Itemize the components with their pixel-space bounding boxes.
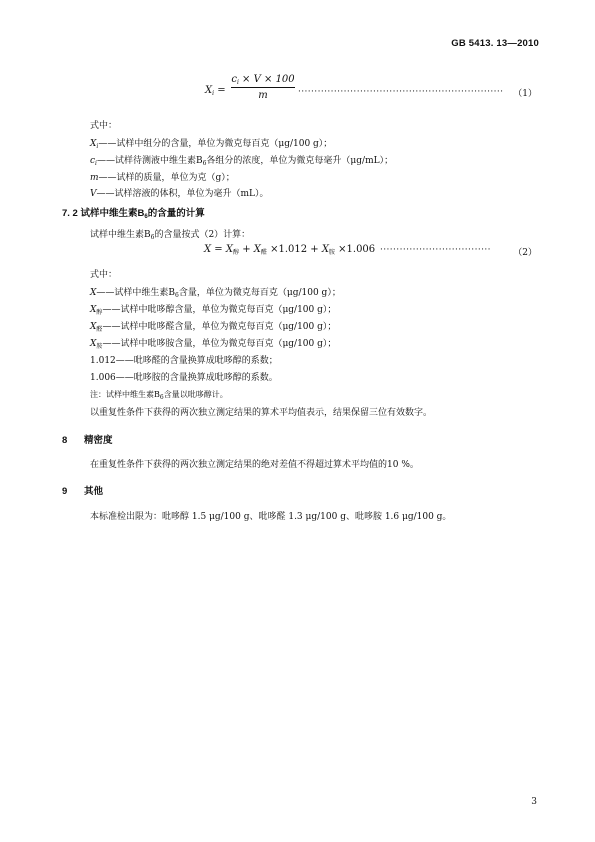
- section-7-2-intro-rest: 的含量按式（2）计算：: [154, 230, 251, 240]
- where-item-ci: [90, 153, 393, 167]
- formula-2: [204, 244, 375, 256]
- where-item-1012-text: ——吡哆醛的含量换算成吡哆醇的系数；: [115, 356, 278, 366]
- where-item-xi-text: ——试样中组分的含量，单位为微克每百克（μg/100 g）；: [98, 139, 333, 149]
- formula-2-term-2: X: [253, 244, 261, 255]
- section-7-2-heading-text: 7. 2 试样中维生素B: [62, 208, 145, 219]
- where-item-x-alcohol-symbol: X: [90, 305, 97, 315]
- formula-2-term-3: X: [321, 244, 329, 255]
- where-item-v: [90, 186, 269, 199]
- section-8-number: 8: [62, 435, 68, 446]
- where-item-ci-symbol: c: [90, 156, 96, 166]
- note: [90, 389, 228, 401]
- where-item-1012: [90, 353, 278, 366]
- standard-code: GB 5413. 13—2010: [451, 38, 539, 49]
- formula-2-plus: +: [239, 244, 254, 255]
- formula-1-numerator-symbol: c: [231, 74, 237, 85]
- where-item-m-text: ——试样的质量，单位为克（g）；: [98, 173, 235, 183]
- formula-2-term-1-subscript: 醇: [233, 249, 240, 256]
- formula-1-fraction: [229, 74, 297, 101]
- where-item-1006-text: ——吡哆胺的含量换算成吡哆醇的系数。: [115, 373, 278, 383]
- where-item-m: [90, 170, 235, 183]
- section-9-title: 其他: [84, 486, 104, 497]
- where-label-2: 式中：: [90, 270, 118, 280]
- section-8-title: 精密度: [84, 435, 113, 446]
- formula-2-leader-dots: ··································: [380, 245, 491, 255]
- where-item-x-aldehyde-symbol: X: [90, 322, 97, 332]
- where-item-x-amine-symbol: X: [90, 339, 97, 349]
- where-label-1: 式中：: [90, 121, 118, 131]
- formula-2-term-3-subscript: 胺: [328, 249, 335, 256]
- where-item-x-amine-subscript: 胺: [96, 343, 103, 350]
- section-9-body: 本标准检出限为：吡哆醇 1.5 μg/100 g、吡哆醛 1.3 μg/100 g、吡哆胺 1.6 μg/100 g。: [90, 512, 452, 522]
- formula-1-denominator: m: [258, 90, 268, 101]
- note-rest: 含量以吡哆醇计。: [163, 390, 228, 399]
- where-item-x-text-rest: 含量，单位为微克每百克（μg/100 g）；: [178, 288, 341, 298]
- where-item-x-alcohol: [90, 302, 336, 316]
- where-item-x-symbol: X: [90, 288, 97, 298]
- section-7-2-intro-subscript: 6: [150, 234, 155, 241]
- formula-1-numerator-rest: × V × 100: [238, 74, 295, 85]
- where-item-1012-symbol: 1.012: [90, 356, 116, 366]
- formula-1-leader-dots: ·······························································: [298, 87, 504, 97]
- formula-1-number: （1）: [513, 89, 537, 99]
- formula-2-multiplier-2: ×1.006: [334, 244, 376, 255]
- section-8-body: 在重复性条件下获得的两次独立测定结果的绝对差值不得超过算术平均值的10 %。: [90, 460, 419, 470]
- note-text: 注：试样中维生素B: [90, 390, 160, 399]
- formula-1-lhs-symbol: X: [205, 85, 213, 96]
- where-item-x-alcohol-subscript: 醇: [96, 309, 103, 316]
- where-item-v-symbol: V: [90, 189, 97, 199]
- section-7-2-heading: [62, 205, 205, 220]
- where-item-x-aldehyde-text: ——试样中吡哆醛含量，单位为微克每百克（μg/100 g）；: [102, 322, 337, 332]
- where-item-ci-text: ——试样待测液中维生素B: [96, 156, 203, 166]
- section-9-heading: [62, 483, 103, 497]
- formula-2-number: （2）: [513, 248, 537, 258]
- where-item-x-amine-text: ——试样中吡哆胺含量，单位为微克每百克（μg/100 g）；: [102, 339, 337, 349]
- formula-2-x: X: [204, 244, 212, 255]
- where-item-ci-b6-subscript: 6: [202, 160, 207, 167]
- section-9-number: 9: [62, 486, 68, 497]
- section-7-2-heading-subscript: 6: [144, 214, 148, 220]
- note-subscript: 6: [159, 394, 164, 401]
- formula-1-lhs-subscript: i: [212, 90, 215, 97]
- formula-2-term-1: X: [225, 244, 233, 255]
- where-item-1006-symbol: 1.006: [90, 373, 116, 383]
- where-item-x-b6-subscript: 6: [175, 292, 179, 299]
- where-item-xi-symbol: X: [90, 139, 97, 149]
- where-item-xi-subscript: i: [96, 143, 99, 150]
- formula-2-term-2-subscript: 醛: [260, 249, 267, 256]
- section-7-2-intro: [90, 227, 250, 241]
- where-item-v-text: ——试样溶液的体积，单位为毫升（mL）。: [96, 189, 269, 199]
- page-number: 3: [531, 797, 537, 807]
- where-item-x-amine: [90, 336, 336, 350]
- where-item-ci-subscript: i: [95, 160, 97, 167]
- formula-2-multiplier-1: ×1.012 +: [266, 244, 322, 255]
- where-item-x-aldehyde-subscript: 醛: [96, 326, 103, 333]
- where-item-1006: [90, 370, 278, 383]
- formula-1-numerator-subscript: i: [236, 79, 239, 86]
- where-item-ci-text-rest: 各组分的浓度，单位为微克每毫升（μg/mL）；: [206, 156, 394, 166]
- result-statement: 以重复性条件下获得的两次独立测定结果的算术平均值表示，结果保留三位有效数字。: [90, 408, 433, 418]
- where-item-x-aldehyde: [90, 319, 336, 333]
- formula-2-equals: =: [211, 244, 226, 255]
- where-item-x-alcohol-text: ——试样中吡哆醇含量，单位为微克每百克（μg/100 g）；: [102, 305, 337, 315]
- where-item-x-text: ——试样中维生素B: [96, 288, 176, 298]
- where-item-xi: [90, 136, 332, 150]
- formula-1-lhs: $X_i$ =: [205, 85, 226, 97]
- section-8-heading: [62, 432, 113, 446]
- section-7-2-intro-text: 试样中维生素B: [90, 230, 151, 240]
- where-item-m-symbol: m: [90, 173, 99, 183]
- where-item-x: [90, 285, 341, 299]
- section-7-2-heading-rest: 的含量的计算: [147, 208, 205, 219]
- formula-1-numerator: [229, 74, 297, 87]
